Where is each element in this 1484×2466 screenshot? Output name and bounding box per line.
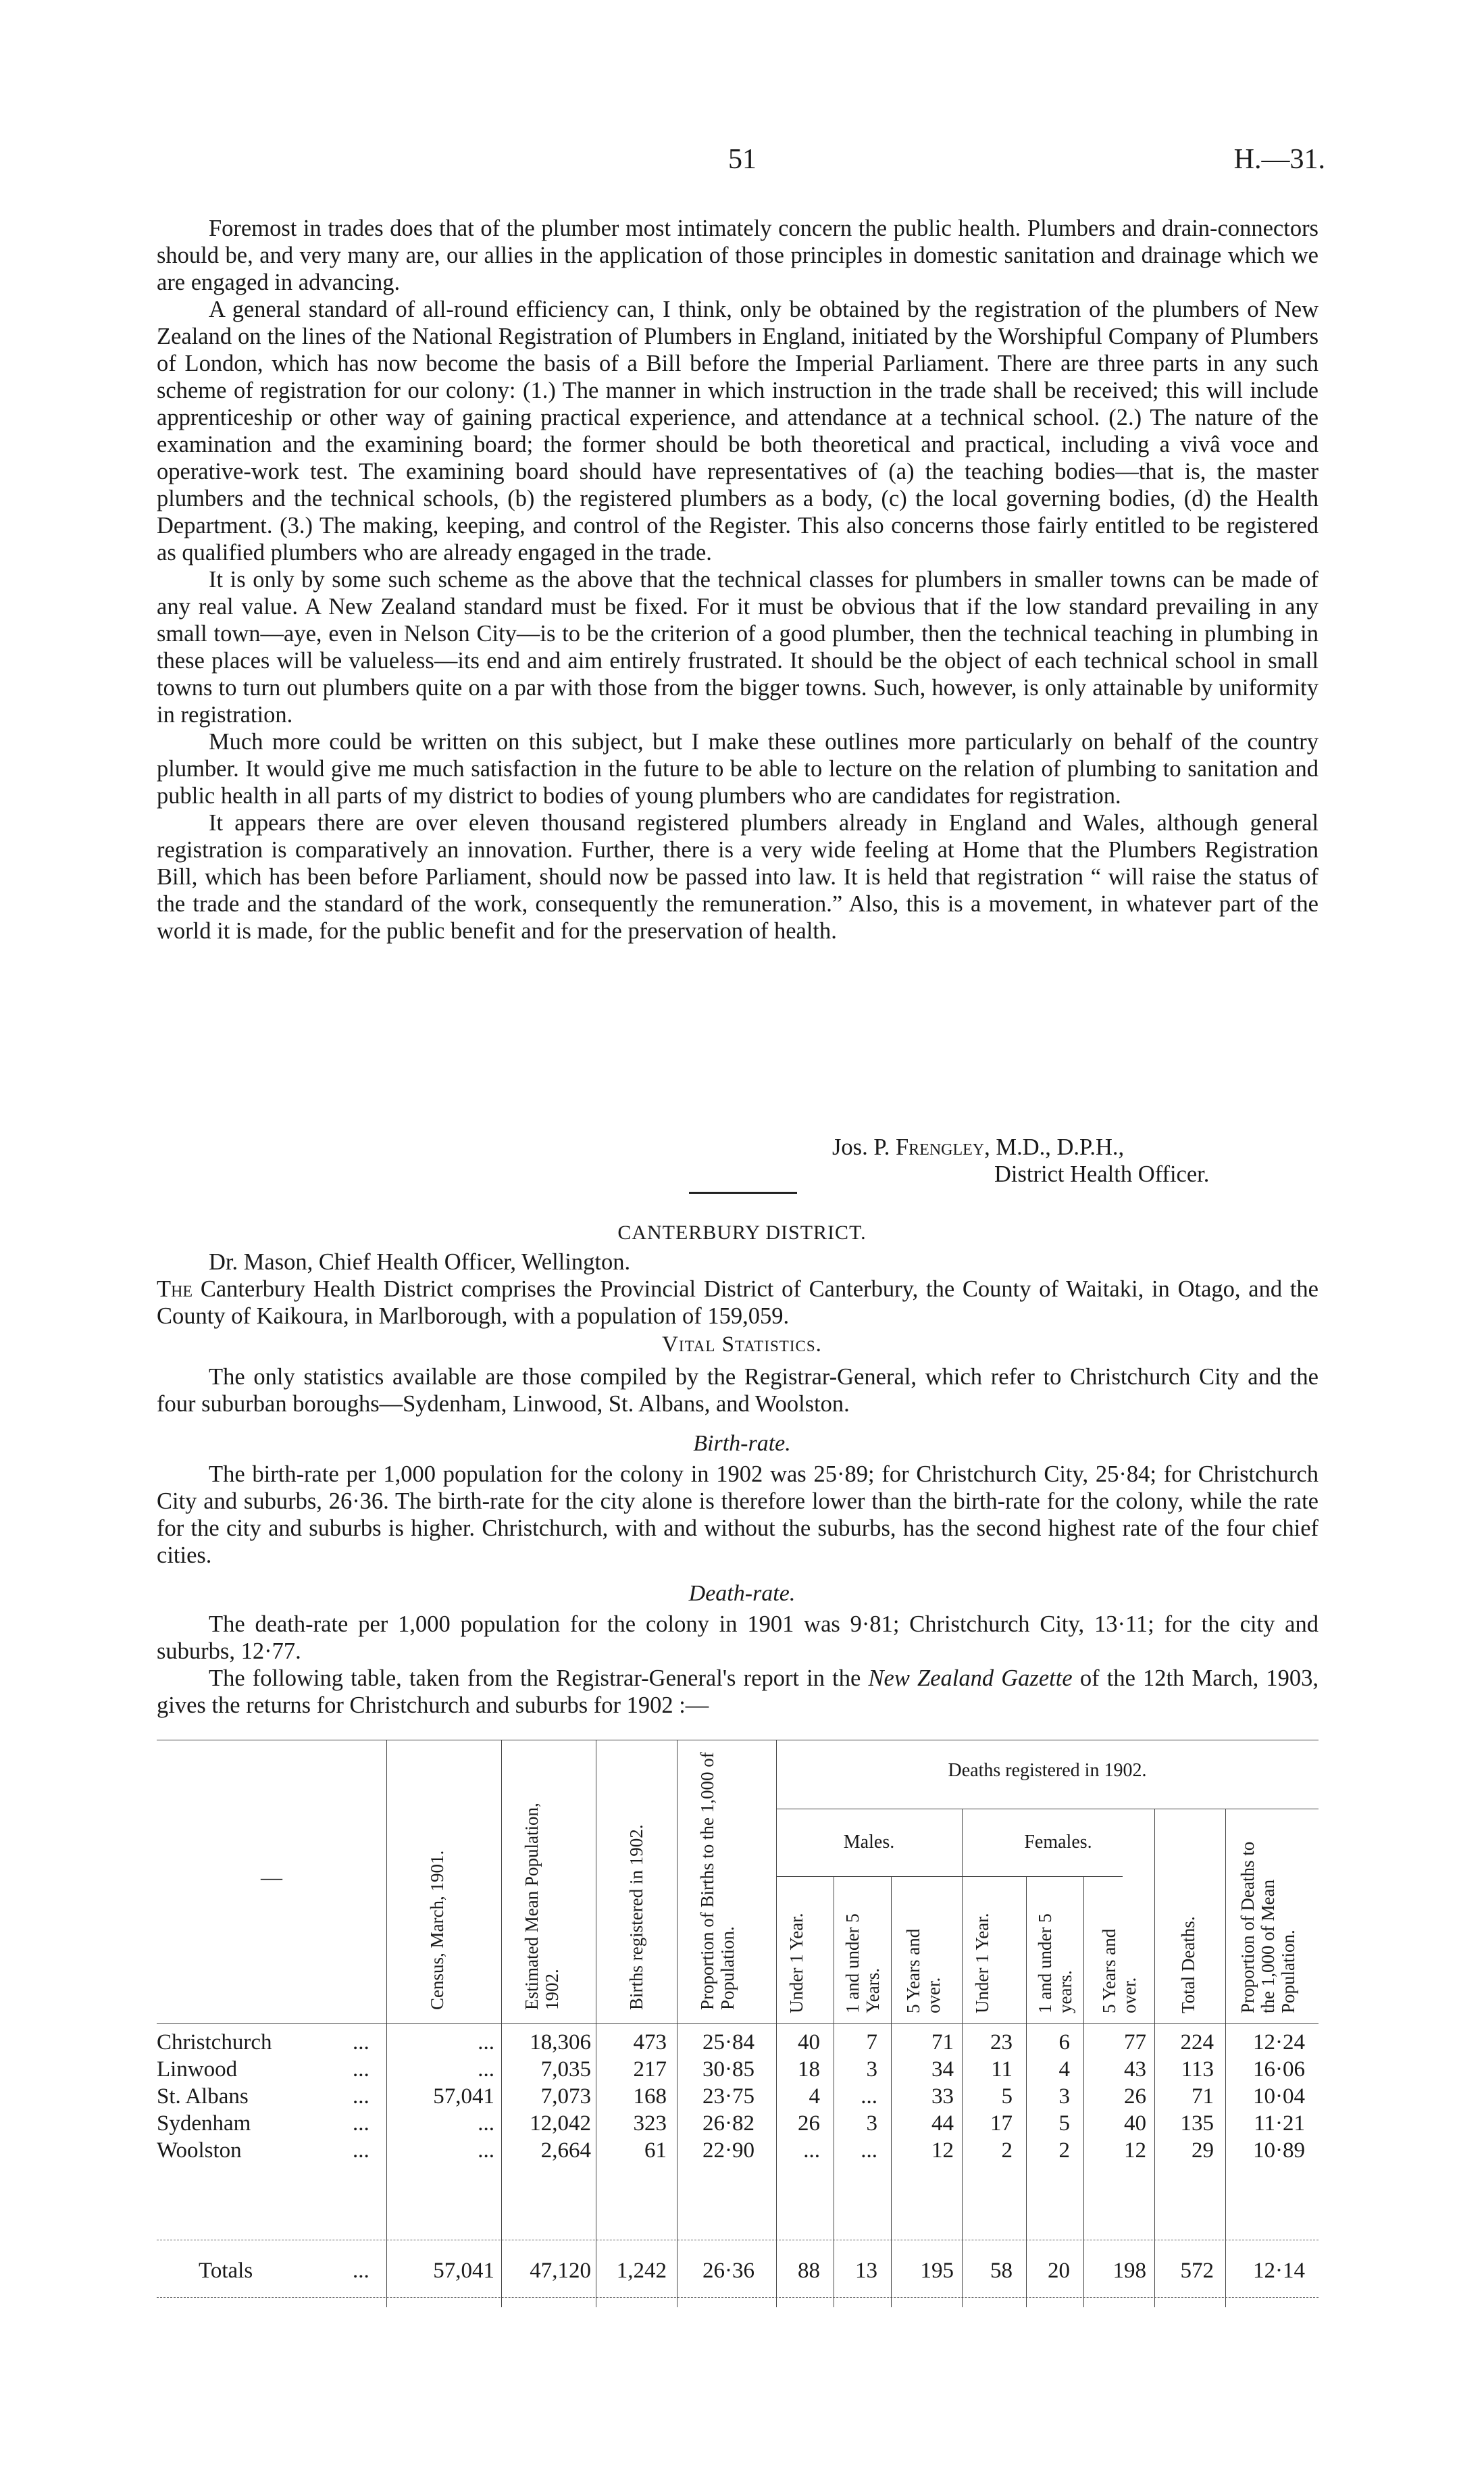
row-name: Woolston bbox=[157, 2138, 242, 2163]
report-body bbox=[157, 215, 1319, 945]
census-cell: ... bbox=[478, 2138, 494, 2163]
males-under-one-cell: 88 bbox=[798, 2259, 820, 2283]
district-description: The Canterbury Health District comprises the Provincial District of Canterbury, the County of Waitaki, in Otago, and the County of Kaikoura, in Marlborough, with a population of 159,059. bbox=[157, 1276, 1319, 1329]
females-under-one-cell: 23 bbox=[990, 2030, 1013, 2055]
females-one-to-five-cell: 2 bbox=[1058, 2138, 1070, 2163]
birth-proportion-header: Proportion of Births to the 1,000 of Population. bbox=[697, 1752, 738, 2010]
births-cell: 217 bbox=[633, 2057, 667, 2082]
females-five-over-cell: 77 bbox=[1124, 2030, 1146, 2055]
females-one-to-five-cell: 6 bbox=[1058, 2030, 1070, 2055]
females-one-to-five-cell: 3 bbox=[1058, 2084, 1070, 2109]
district-intro bbox=[157, 1249, 1319, 1330]
birth-rate-heading: Birth-rate. bbox=[693, 1431, 791, 1456]
males-one-to-five-cell: 13 bbox=[855, 2259, 877, 2283]
row-name: St. Albans bbox=[157, 2084, 249, 2109]
death-rate-heading: Death-rate. bbox=[688, 1581, 796, 1606]
males-under-one-cell: 26 bbox=[798, 2111, 820, 2136]
total-deaths-cell: 572 bbox=[1180, 2259, 1214, 2283]
vital-statistics-text bbox=[157, 1363, 1319, 1417]
males-five-over-cell: 34 bbox=[931, 2057, 954, 2082]
totals-row bbox=[157, 2259, 1319, 2286]
males-under-one-cell: 40 bbox=[798, 2030, 820, 2055]
females-header: Females. bbox=[1024, 1832, 1092, 1853]
census-cell: 57,041 bbox=[433, 2084, 494, 2109]
paragraph: The birth-rate per 1,000 population for the colony in 1902 was 25·89; for Christchurch City, 25·84; for Christchurch City and suburbs, 26·36. The birth-rate for the city alone is therefore lower than the birth-rate for the colony, while the rate for the city and suburbs is higher. Christchurch, with and without the suburbs, has the second highest rate of the four chief cities. bbox=[157, 1461, 1319, 1568]
males-five-over-cell: 33 bbox=[931, 2084, 954, 2109]
section-divider bbox=[689, 1192, 797, 1194]
table-row bbox=[157, 2057, 1319, 2084]
birth-proportion-cell: 25·84 bbox=[702, 2030, 754, 2055]
death-proportion-cell: 12·14 bbox=[1253, 2259, 1305, 2283]
males-under-one-cell: 18 bbox=[798, 2057, 820, 2082]
mean-population-header: Estimated Mean Population, 1902. bbox=[521, 1803, 562, 2010]
total-deaths-cell: 224 bbox=[1180, 2030, 1214, 2055]
births-cell: 61 bbox=[644, 2138, 667, 2163]
addressee: Dr. Mason, Chief Health Officer, Wellington. bbox=[209, 1249, 631, 1275]
females-under-one-cell: 2 bbox=[1001, 2138, 1013, 2163]
census-cell: 57,041 bbox=[433, 2259, 494, 2283]
males-one-to-five-cell: ... bbox=[861, 2138, 877, 2163]
signature-block bbox=[832, 1134, 1209, 1188]
females-five-over-cell: 40 bbox=[1124, 2111, 1146, 2136]
table-row bbox=[157, 2138, 1319, 2165]
col-rule bbox=[501, 1740, 502, 2307]
census-header: Census, March, 1901. bbox=[427, 1850, 447, 2010]
district-heading: CANTERBURY DISTRICT. bbox=[617, 1222, 867, 1244]
males-under-one-cell: ... bbox=[803, 2138, 820, 2163]
females-five-over-cell: 12 bbox=[1124, 2138, 1146, 2163]
row-name: Linwood bbox=[157, 2057, 238, 2082]
total-deaths-cell: 29 bbox=[1192, 2138, 1214, 2163]
males-one-to-five-cell: 7 bbox=[866, 2030, 877, 2055]
table-bottom-rule bbox=[157, 2297, 1319, 2298]
females-five-over-cell: 198 bbox=[1112, 2259, 1146, 2283]
mean-population-cell: 18,306 bbox=[530, 2030, 591, 2055]
females-five-over-cell: 43 bbox=[1124, 2057, 1146, 2082]
females-one-to-five-cell: 20 bbox=[1048, 2259, 1070, 2283]
births-cell: 323 bbox=[633, 2111, 667, 2136]
death-proportion-cell: 12·24 bbox=[1253, 2030, 1305, 2055]
col-rule bbox=[776, 1740, 777, 2307]
birth-rate-text bbox=[157, 1461, 1319, 1569]
row-name: Christchurch bbox=[157, 2030, 272, 2055]
paragraph: Foremost in trades does that of the plumber most intimately concern the public health. Plumbers and drain-connectors should be, and very many are, our allies in the application of those principles in domestic sanitation and drainage which we are engaged in advancing. bbox=[157, 216, 1319, 295]
paragraph: It appears there are over eleven thousand registered plumbers already in England and Wales, although general registration is comparatively an innovation. Further, there is a very wide feeling at Home that the Plumbers Registration Bill, which has been before Parliament, should now be passed into law. It is held that registration “ will raise the status of the trade and the standard of the work, consequently the remuneration.” Also, this is a movement, in whatever part of the world it is made, for the public benefit and for the preservation of health. bbox=[157, 810, 1319, 944]
death-proportion-header: Proportion of Deaths to the 1,000 of Mean Population. bbox=[1237, 1841, 1298, 2013]
death-proportion-cell: 16·06 bbox=[1253, 2057, 1305, 2082]
stub-header: — bbox=[261, 1865, 282, 1889]
females-under-one-cell: 58 bbox=[990, 2259, 1013, 2283]
mean-population-cell: 7,035 bbox=[540, 2057, 591, 2082]
males-one-to-five-cell: 3 bbox=[866, 2057, 877, 2082]
table-row bbox=[157, 2084, 1319, 2111]
males-under-one-cell: 4 bbox=[809, 2084, 820, 2109]
females-one-to-five-header: 1 and under 5 years. bbox=[1035, 1913, 1075, 2013]
signatory-title: District Health Officer. bbox=[994, 1161, 1210, 1187]
females-under-one-cell: 17 bbox=[990, 2111, 1013, 2136]
leader-dots: ... bbox=[353, 2030, 369, 2055]
sex-group-rule bbox=[776, 1876, 1123, 1877]
females-five-over-header: 5 Years and over. bbox=[1099, 1928, 1140, 2013]
page-reference: H.—31. bbox=[1233, 144, 1325, 175]
death-proportion-cell: 10·89 bbox=[1253, 2138, 1305, 2163]
death-rate-text bbox=[157, 1611, 1319, 1719]
males-five-over-cell: 44 bbox=[931, 2111, 954, 2136]
mean-population-cell: 47,120 bbox=[530, 2259, 591, 2283]
leader-dots: ... bbox=[353, 2057, 369, 2082]
birth-proportion-cell: 22·90 bbox=[702, 2138, 754, 2163]
paragraph: The death-rate per 1,000 population for the colony in 1901 was 9·81; Christchurch City, 13·11; for the city and suburbs, 12·77. bbox=[157, 1611, 1319, 1664]
census-cell: ... bbox=[478, 2111, 494, 2136]
birth-proportion-cell: 23·75 bbox=[702, 2084, 754, 2109]
males-under-one-header: Under 1 Year. bbox=[786, 1913, 807, 2013]
males-one-to-five-cell: ... bbox=[861, 2084, 877, 2109]
total-deaths-cell: 113 bbox=[1181, 2057, 1214, 2082]
birth-proportion-cell: 26·36 bbox=[702, 2259, 754, 2283]
births-header: Births registered in 1902. bbox=[626, 1824, 646, 2010]
females-five-over-cell: 26 bbox=[1124, 2084, 1146, 2109]
table-row bbox=[157, 2030, 1319, 2057]
table-intro: The following table, taken from the Registrar-General's report in the New Zealand Gazette of the 12th March, 1903, gives the returns for Christchurch and suburbs for 1902 :— bbox=[157, 1665, 1319, 1718]
page-number: 51 bbox=[728, 144, 757, 175]
signatory-name: Jos. P. Frengley, M.D., D.P.H., bbox=[832, 1134, 1125, 1160]
leader-dots: ... bbox=[353, 2111, 369, 2136]
census-cell: ... bbox=[478, 2030, 494, 2055]
total-deaths-cell: 135 bbox=[1180, 2111, 1214, 2136]
vital-statistics-table bbox=[157, 1740, 1319, 2307]
paragraph: The only statistics available are those compiled by the Registrar-General, which refer to Christchurch City and the four suburban boroughs—Sydenham, Linwood, St. Albans, and Woolston. bbox=[157, 1364, 1319, 1417]
row-name: Totals bbox=[199, 2259, 253, 2283]
paragraph: Much more could be written on this subject, but I make these outlines more particularly on behalf of the country plumber. It would give me much satisfaction in the future to be able to lecture on the relation of plumbing to sanitation and public health in all parts of my district to bodies of young plumbers who are candidates for registration. bbox=[157, 729, 1319, 809]
table-row bbox=[157, 2111, 1319, 2138]
col-rule bbox=[386, 1740, 387, 2307]
total-deaths-cell: 71 bbox=[1192, 2084, 1214, 2109]
females-under-one-cell: 11 bbox=[991, 2057, 1013, 2082]
females-one-to-five-cell: 5 bbox=[1058, 2111, 1070, 2136]
header-bottom-rule bbox=[157, 2023, 1319, 2024]
birth-proportion-cell: 30·85 bbox=[702, 2057, 754, 2082]
vital-statistics-heading: Vital Statistics. bbox=[662, 1332, 822, 1357]
males-one-to-five-header: 1 and under 5 Years. bbox=[842, 1913, 883, 2013]
males-five-over-cell: 71 bbox=[931, 2030, 954, 2055]
births-cell: 168 bbox=[633, 2084, 667, 2109]
leader-dots: ... bbox=[353, 2084, 369, 2109]
total-deaths-header: Total Deaths. bbox=[1178, 1916, 1198, 2013]
females-under-one-cell: 5 bbox=[1001, 2084, 1013, 2109]
births-cell: 473 bbox=[633, 2030, 667, 2055]
leader-dots: ... bbox=[353, 2259, 369, 2283]
death-proportion-cell: 11·21 bbox=[1254, 2111, 1305, 2136]
census-cell: ... bbox=[478, 2057, 494, 2082]
leader-dots: ... bbox=[353, 2138, 369, 2163]
females-under-one-header: Under 1 Year. bbox=[972, 1913, 992, 2013]
row-name: Sydenham bbox=[157, 2111, 251, 2136]
birth-proportion-cell: 26·82 bbox=[702, 2111, 754, 2136]
births-cell: 1,242 bbox=[616, 2259, 667, 2283]
males-one-to-five-cell: 3 bbox=[866, 2111, 877, 2136]
paragraph: A general standard of all-round efficiency can, I think, only be obtained by the registration of the plumbers of New Zealand on the lines of the National Registration of Plumbers in England, initiated by the Worshipful Company of Plumbers of London, which has now become the basis of a Bill before the Imperial Parliament. There are three parts in any such scheme of registration for our colony: (1.) The manner in which instruction in the trade shall be received; this will include apprenticeship or other way of gaining practical experience, and attendance at a technical school. (2.) The nature of the examination and the examining board; the former should be both theoretical and practical, including a vivâ voce and operative-work test. The examining board should have representatives of (a) the teaching bodies—that is, the master plumbers and the technical schools, (b) the registered plumbers as a body, (c) the local governing bodies, (d) the Health Department. (3.) The making, keeping, and control of the Register. This also concerns those fairly entitled to be registered as qualified plumbers who are already engaged in the trade. bbox=[157, 297, 1319, 565]
females-one-to-five-cell: 4 bbox=[1058, 2057, 1070, 2082]
death-proportion-cell: 10·04 bbox=[1253, 2084, 1305, 2109]
males-five-over-cell: 195 bbox=[920, 2259, 954, 2283]
males-five-over-header: 5 Years and over. bbox=[903, 1928, 944, 2013]
deaths-group-header: Deaths registered in 1902. bbox=[948, 1760, 1147, 1781]
males-header: Males. bbox=[843, 1832, 895, 1853]
males-five-over-cell: 12 bbox=[931, 2138, 954, 2163]
mean-population-cell: 7,073 bbox=[540, 2084, 591, 2109]
mean-population-cell: 12,042 bbox=[530, 2111, 591, 2136]
mean-population-cell: 2,664 bbox=[540, 2138, 591, 2163]
paragraph: It is only by some such scheme as the above that the technical classes for plumbers in smaller towns can be made of any real value. A New Zealand standard must be fixed. For it must be obvious that if the low standard prevailing in any small town—aye, even in Nelson City—is to be the criterion of a good plumber, then the technical teaching in plumbing in these places will be valueless—its end and aim entirely frustrated. It should be the object of each technical school in small towns to turn out plumbers quite on a par with those from the bigger towns. Such, however, is only attainable by uniformity in registration. bbox=[157, 567, 1319, 728]
